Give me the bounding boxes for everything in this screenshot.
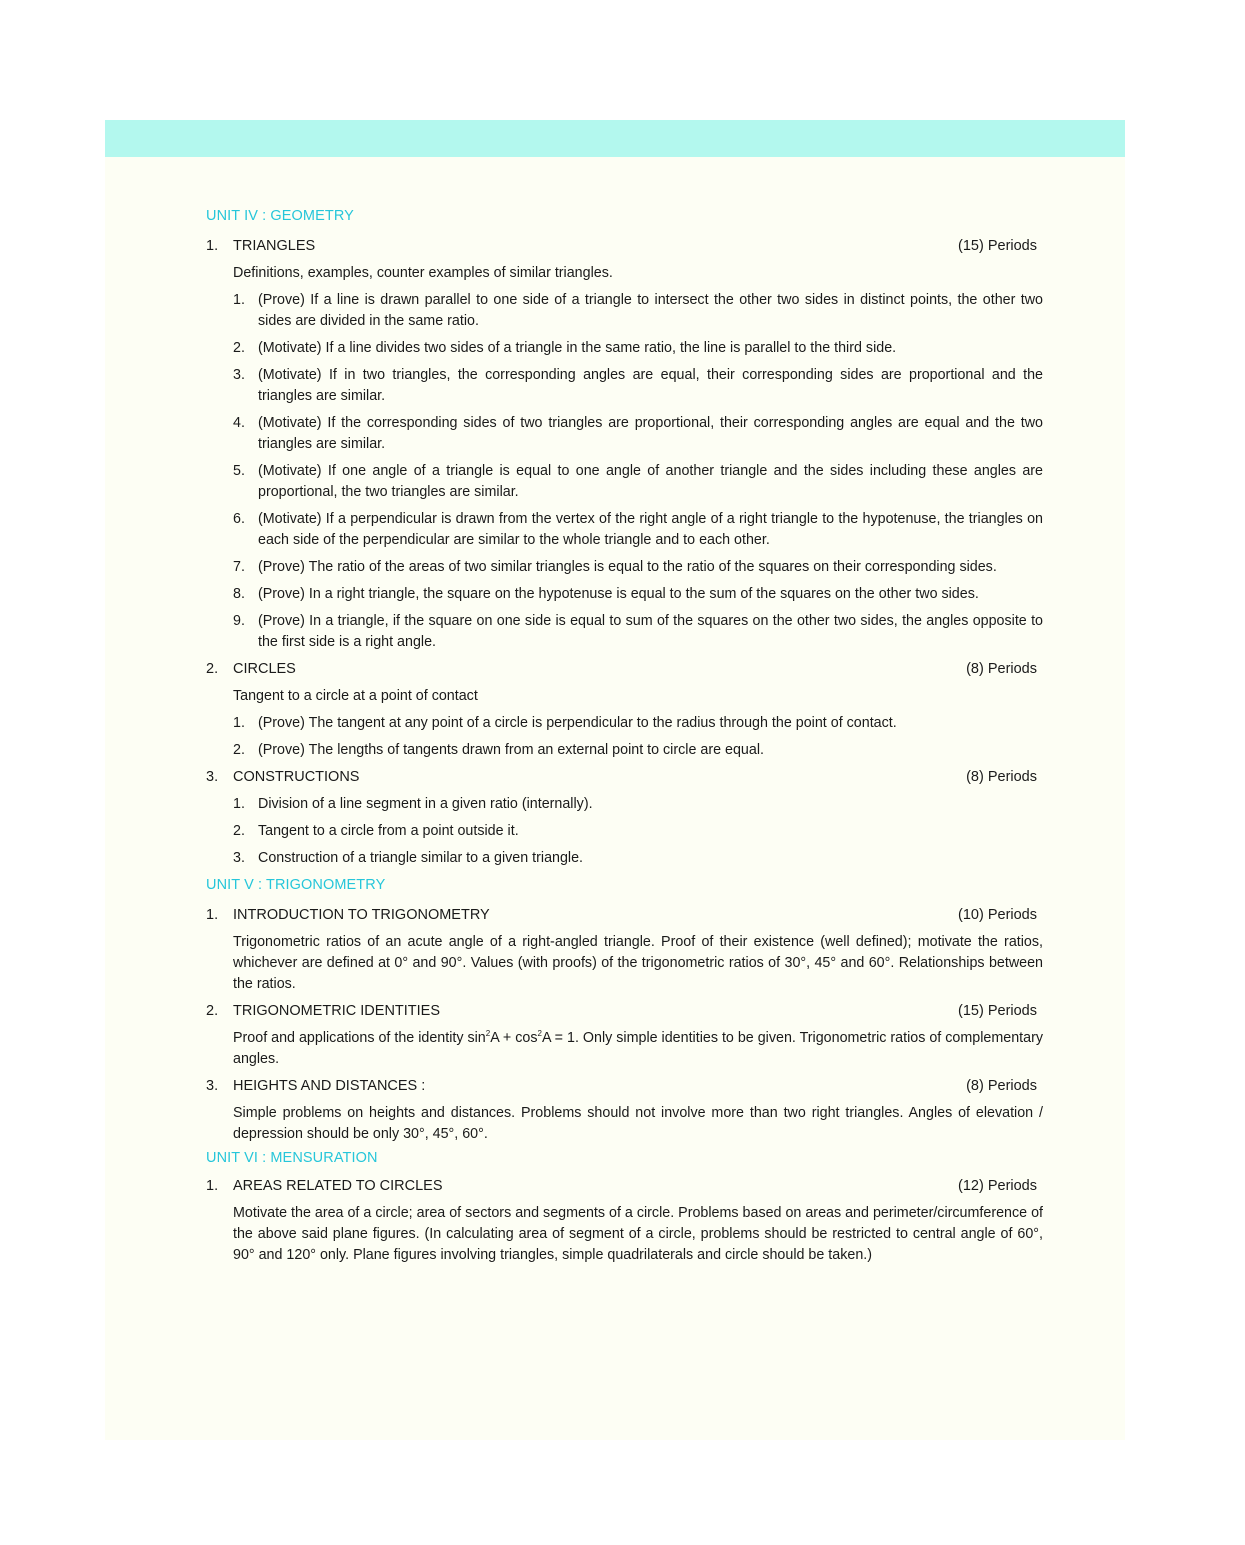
list-item	[233, 557, 1043, 578]
list-item-text: (Motivate) If a line divides two sides of a triangle in the same ratio, the line is parallel to the third side.	[258, 340, 897, 356]
list-item-text: (Prove) The tangent at any point of a circle is perpendicular to the radius through the point of contact.	[258, 715, 897, 731]
topic-title: INTRODUCTION TO TRIGONOMETRY	[233, 907, 490, 923]
list-item	[233, 848, 1043, 869]
identity-text-a: Proof and applications of the identity sin	[233, 1030, 486, 1046]
list-item-text: Division of a line segment in a given ratio (internally).	[258, 796, 593, 812]
list-item-number: 9.	[233, 613, 245, 629]
identity-text-b: A + cos	[490, 1030, 538, 1046]
list-item	[233, 794, 1043, 815]
list-item-number: 5.	[233, 463, 245, 479]
list-item-text: (Motivate) If a perpendicular is drawn from the vertex of the right angle of a right triangle to the hypotenuse, the triangles on each side of the perpendicular are similar to the whole triangle and to each other.	[258, 511, 1043, 548]
topic-number: 3.	[206, 1078, 219, 1094]
superscript-2: 2	[537, 1029, 542, 1038]
list-item-text: (Prove) If a line is drawn parallel to one side of a triangle to intersect the other two sides in distinct points, the other two sides are divided in the same ratio.	[258, 292, 1043, 329]
list-item-text: (Prove) The lengths of tangents drawn from an external point to circle are equal.	[258, 742, 764, 758]
unit-heading-trigonometry: UNIT V : TRIGONOMETRY	[206, 877, 386, 893]
topic-title: CONSTRUCTIONS	[233, 769, 360, 785]
list-item	[233, 740, 1043, 761]
topic-number: 1.	[206, 907, 219, 923]
list-item-text: (Prove) In a right triangle, the square on the hypotenuse is equal to the sum of the squares on the other two sides.	[258, 586, 979, 602]
topic-areas-circles	[206, 1176, 1043, 1197]
list-item-text: (Motivate) If one angle of a triangle is equal to one angle of another triangle and the sides including these angles are proportional, the two triangles are similar.	[258, 463, 1043, 500]
topic-title: HEIGHTS AND DISTANCES :	[233, 1078, 426, 1094]
topic-periods: (8) Periods	[966, 1078, 1037, 1094]
topic-periods: (8) Periods	[966, 661, 1037, 677]
list-item	[233, 413, 1043, 455]
header-band	[105, 120, 1125, 157]
list-item-text: (Prove) The ratio of the areas of two similar triangles is equal to the ratio of the squares on their corresponding sides.	[258, 559, 997, 575]
topic-title: TRIGONOMETRIC IDENTITIES	[233, 1003, 441, 1019]
topic-triangles	[206, 236, 1043, 257]
list-item-number: 1.	[233, 292, 245, 308]
topic-description: Motivate the area of a circle; area of sectors and segments of a circle. Problems based on areas and perimeter/circumference of the above said plane figures. (In calculating area of segment of a circle, problems should be restricted to central angle of 60°, 90° and 120° only. Plane figures involving triangles, simple quadrilaterals and circle should be taken.)	[233, 1205, 1043, 1263]
list-item	[233, 461, 1043, 503]
list-item-text: Tangent to a circle from a point outside it.	[258, 823, 519, 839]
list-item-number: 6.	[233, 511, 245, 527]
list-item-text: (Prove) In a triangle, if the square on one side is equal to sum of the squares on the other two sides, the angles opposite to the first side is a right angle.	[258, 613, 1043, 650]
topic-title: TRIANGLES	[233, 238, 316, 254]
list-item-text: Construction of a triangle similar to a given triangle.	[258, 850, 584, 866]
topic-number: 1.	[206, 1178, 219, 1194]
list-item	[233, 713, 1043, 734]
list-item	[233, 365, 1043, 407]
list-item	[233, 584, 1043, 605]
topic-intro-trigonometry	[206, 905, 1043, 926]
topic-circles	[206, 659, 1043, 680]
topic-description: Trigonometric ratios of an acute angle of a right-angled triangle. Proof of their existence (well defined); motivate the ratios, whichever are defined at 0° and 90°. Values (with proofs) of the trigonometric ratios of 30°, 45° and 60°. Relationships between the ratios.	[233, 934, 1043, 992]
list-item-number: 7.	[233, 559, 245, 575]
topic-periods: (12) Periods	[958, 1178, 1037, 1194]
list-item-text: (Motivate) If the corresponding sides of two triangles are proportional, their corresponding angles are equal and the two triangles are similar.	[258, 415, 1043, 452]
triangles-item-list	[206, 290, 1043, 653]
topic-description	[233, 1028, 1043, 1070]
topic-periods: (8) Periods	[966, 769, 1037, 785]
list-item-number: 1.	[233, 715, 245, 731]
list-item-number: 3.	[233, 367, 245, 383]
topic-periods: (10) Periods	[958, 907, 1037, 923]
list-item	[233, 611, 1043, 653]
list-item-number: 2.	[233, 340, 245, 356]
constructions-item-list	[206, 794, 1043, 869]
page-panel	[105, 120, 1125, 1440]
topic-heights-distances	[206, 1076, 1043, 1097]
topic-title: CIRCLES	[233, 661, 296, 677]
topic-number: 2.	[206, 1003, 219, 1019]
topic-title: AREAS RELATED TO CIRCLES	[233, 1178, 443, 1194]
topic-trig-identities	[206, 1001, 1043, 1022]
list-item-number: 3.	[233, 850, 245, 866]
list-item-number: 8.	[233, 586, 245, 602]
topic-number: 2.	[206, 661, 219, 677]
topic-periods: (15) Periods	[958, 238, 1037, 254]
topic-description: Simple problems on heights and distances. Problems should not involve more than two right triangles. Angles of elevation / depression should be only 30°, 45°, 60°.	[233, 1105, 1043, 1142]
superscript-2: 2	[485, 1029, 491, 1038]
unit-heading-geometry: UNIT IV : GEOMETRY	[206, 208, 354, 224]
list-item-number: 2.	[233, 823, 245, 839]
circles-item-list	[206, 713, 1043, 761]
list-item-number: 1.	[233, 796, 245, 812]
list-item	[233, 821, 1043, 842]
unit-heading-mensuration: UNIT VI : MENSURATION	[206, 1150, 378, 1166]
list-item	[233, 509, 1043, 551]
topic-constructions	[206, 767, 1043, 788]
list-item	[233, 338, 1043, 359]
syllabus-content	[206, 206, 1043, 1272]
list-item	[233, 290, 1043, 332]
topic-intro: Definitions, examples, counter examples of similar triangles.	[233, 265, 613, 281]
topic-intro: Tangent to a circle at a point of contact	[233, 688, 478, 704]
topic-number: 1.	[206, 238, 219, 254]
topic-number: 3.	[206, 769, 219, 785]
topic-periods: (15) Periods	[958, 1003, 1037, 1019]
list-item-text: (Motivate) If in two triangles, the corresponding angles are equal, their corresponding sides are proportional and the triangles are similar.	[258, 367, 1043, 404]
list-item-number: 4.	[233, 415, 245, 431]
identity-text-c: A = 1. Only simple identities to be given. Trigonometric ratios of complementary angles.	[233, 1030, 1043, 1067]
list-item-number: 2.	[233, 742, 245, 758]
